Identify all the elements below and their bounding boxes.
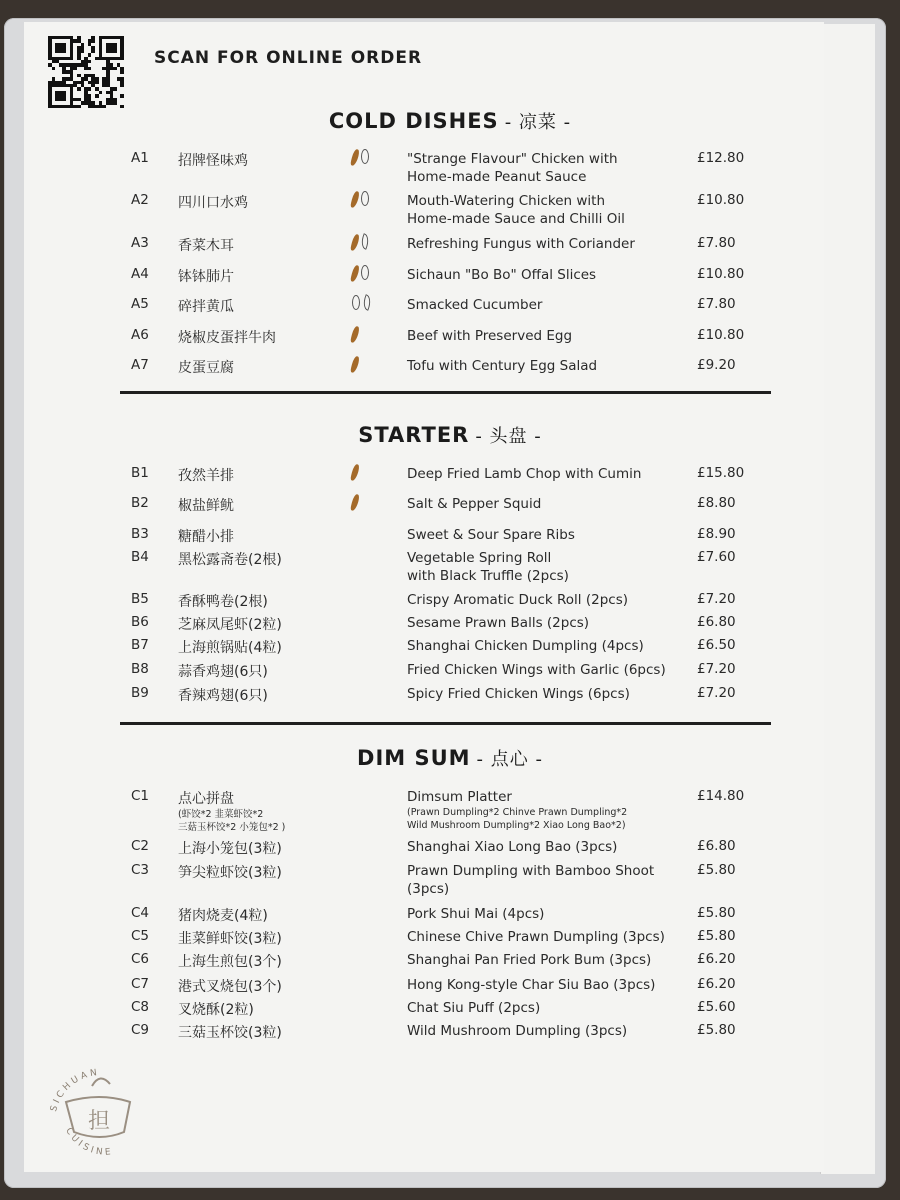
chili-icon — [350, 356, 360, 374]
item-name-en-line: Shanghai Pan Fried Pork Bum (3pcs) — [407, 952, 652, 968]
chili-icon — [350, 326, 360, 344]
chili-icon — [350, 234, 360, 252]
item-name-en-line: Mouth-Watering Chicken with — [407, 193, 605, 209]
item-name-zh — [178, 465, 234, 485]
item-price: £7.20 — [697, 661, 736, 677]
item-name-en-line: Sweet & Sour Spare Ribs — [407, 527, 575, 543]
item-code: B6 — [131, 614, 149, 630]
item-price: £12.80 — [697, 150, 745, 166]
item-name-en-line: Dimsum Platter — [407, 789, 512, 805]
item-code: B3 — [131, 526, 149, 542]
item-name-zh-main: 香菜木耳 — [178, 238, 234, 254]
item-name-en — [407, 661, 666, 679]
item-name-zh-main: 黑松露斋卷(2根) — [178, 552, 282, 568]
peanut-icon — [361, 191, 369, 206]
item-name-en — [407, 266, 596, 284]
section-title-en: COLD DISHES — [328, 109, 499, 133]
peanut-icon — [361, 265, 369, 280]
item-name-zh-main: 芝麻凤尾虾(2粒) — [178, 617, 282, 633]
item-price: £5.60 — [697, 999, 736, 1015]
item-name-zh-main: 韭菜鲜虾饺(3粒) — [178, 931, 282, 947]
item-name-en-line: Spicy Fried Chicken Wings (6pcs) — [407, 686, 630, 702]
item-name-en — [407, 838, 617, 856]
svg-text:担: 担 — [87, 1109, 111, 1134]
item-code: C1 — [131, 788, 150, 804]
item-name-zh — [178, 296, 234, 316]
item-icons — [352, 295, 371, 311]
section-title-cn: - 凉菜 - — [504, 112, 572, 133]
item-name-en-line: (3pcs) — [407, 881, 450, 897]
item-name-zh — [178, 591, 268, 611]
item-name-zh — [178, 1022, 282, 1042]
item-name-en-line: Fried Chicken Wings with Garlic (6pcs) — [407, 662, 666, 678]
chili-icon — [350, 494, 360, 512]
qr-code-icon[interactable] — [48, 36, 124, 108]
item-name-zh-main: 猪肉烧麦(4粒) — [178, 908, 268, 924]
item-name-en-line: Wild Mushroom Dumpling (3pcs) — [407, 1023, 628, 1039]
item-code: A2 — [131, 192, 149, 208]
item-name-zh — [178, 150, 248, 170]
item-price: £7.20 — [697, 685, 736, 701]
item-name-en-line: with Black Truffle (2pcs) — [407, 568, 569, 584]
item-name-en — [407, 905, 544, 923]
item-name-en-line: Sesame Prawn Balls (2pcs) — [407, 615, 590, 631]
item-name-en-line: Chat Siu Puff (2pcs) — [407, 1000, 541, 1016]
item-code: A1 — [131, 150, 149, 166]
item-name-zh — [178, 928, 282, 948]
item-name-zh-main: 糖醋小排 — [178, 529, 234, 545]
item-price: £9.20 — [697, 357, 736, 373]
item-name-en-detail: Wild Mushroom Dumpling*2 Xiao Long Bao*2) — [407, 820, 626, 831]
item-name-en-line: Vegetable Spring Roll — [407, 550, 552, 566]
item-name-zh-detail: 三菇玉杯饺*2 小笼包*2 ) — [178, 822, 286, 833]
item-code: A3 — [131, 235, 149, 251]
item-price: £8.80 — [697, 495, 736, 511]
item-name-zh-main: 上海小笼包(3粒) — [178, 841, 282, 857]
item-icons — [352, 356, 361, 377]
item-name-en-line: Shanghai Chicken Dumpling (4pcs) — [407, 638, 644, 654]
item-name-zh — [178, 862, 282, 882]
item-price: £7.60 — [697, 549, 736, 565]
item-price: £7.80 — [697, 296, 736, 312]
item-name-zh — [178, 266, 234, 286]
section-title — [0, 422, 900, 448]
item-price: £6.20 — [697, 976, 736, 992]
item-name-en-line: Crispy Aromatic Duck Roll (2pcs) — [407, 592, 628, 608]
item-name-zh-main: 椒盐鲜鱿 — [178, 498, 234, 514]
item-name-zh-detail: (虾饺*2 韭菜虾饺*2 — [178, 809, 264, 820]
item-code: C8 — [131, 999, 150, 1015]
item-name-zh — [178, 999, 254, 1019]
item-name-zh — [178, 192, 248, 212]
item-icons — [352, 234, 369, 255]
item-code: A5 — [131, 296, 149, 312]
item-name-zh-main: 招牌怪味鸡 — [178, 153, 248, 169]
item-name-zh — [178, 637, 282, 657]
item-icons — [352, 326, 361, 347]
item-name-zh-main: 蒜香鸡翅(6只) — [178, 664, 268, 680]
item-name-en-line: Deep Fried Lamb Chop with Cumin — [407, 466, 642, 482]
item-price: £5.80 — [697, 905, 736, 921]
svg-text:CUISINE: CUISINE — [63, 1126, 115, 1158]
item-price: £6.50 — [697, 637, 736, 653]
item-code: A7 — [131, 357, 149, 373]
section-divider — [120, 391, 771, 394]
back-page — [820, 24, 875, 1174]
item-name-zh-main: 皮蛋豆腐 — [178, 360, 234, 376]
section-title-en: DIM SUM — [357, 746, 471, 770]
section-divider — [120, 722, 771, 725]
item-name-zh-main: 叉烧酥(2粒) — [178, 1002, 254, 1018]
item-name-zh — [178, 327, 276, 347]
peanut-icon — [352, 295, 360, 310]
section-title — [0, 745, 900, 771]
item-name-en — [407, 495, 541, 513]
item-name-en-line: Salt & Pepper Squid — [407, 496, 542, 512]
item-name-en-line: Shanghai Xiao Long Bao (3pcs) — [407, 839, 618, 855]
item-name-en — [407, 526, 575, 544]
item-name-zh-main: 笋尖粒虾饺(3粒) — [178, 865, 282, 881]
item-name-en — [407, 150, 618, 186]
item-name-en-line: Beef with Preserved Egg — [407, 328, 573, 344]
item-price: £10.80 — [697, 192, 745, 208]
item-code: B8 — [131, 661, 149, 677]
item-name-en — [407, 788, 627, 832]
item-name-en-line: Hong Kong-style Char Siu Bao (3pcs) — [407, 977, 656, 993]
item-code: C4 — [131, 905, 150, 921]
scan-label: SCAN FOR ONLINE ORDER — [154, 48, 423, 68]
item-price: £6.80 — [697, 838, 736, 854]
item-price: £7.20 — [697, 591, 736, 607]
item-name-en — [407, 999, 540, 1017]
item-name-zh-main: 港式叉烧包(3个) — [178, 979, 282, 995]
item-icons — [352, 191, 372, 212]
item-name-en — [407, 862, 654, 898]
item-name-zh — [178, 976, 282, 996]
item-name-zh — [178, 838, 282, 858]
item-name-en — [407, 928, 665, 946]
item-name-en — [407, 235, 635, 253]
item-name-zh — [178, 235, 234, 255]
sichuan-cuisine-logo-icon — [44, 1050, 154, 1170]
item-name-en — [407, 614, 589, 632]
item-name-zh-main: 上海生煎包(3个) — [178, 954, 282, 970]
chili-icon — [350, 191, 360, 209]
item-price: £6.20 — [697, 951, 736, 967]
item-name-en-line: Refreshing Fungus with Coriander — [407, 236, 635, 252]
item-icons — [352, 149, 372, 170]
item-price: £5.80 — [697, 928, 736, 944]
item-price: £8.90 — [697, 526, 736, 542]
item-name-en — [407, 296, 542, 314]
item-name-zh — [178, 661, 268, 681]
item-name-en-line: Home-made Peanut Sauce — [407, 169, 587, 185]
item-name-en-line: Sichaun "Bo Bo" Offal Slices — [407, 267, 597, 283]
item-name-zh — [178, 549, 282, 569]
item-name-zh — [178, 357, 234, 377]
item-code: B9 — [131, 685, 149, 701]
item-name-en-line: "Strange Flavour" Chicken with — [407, 151, 618, 167]
item-name-zh — [178, 788, 285, 834]
item-price: £10.80 — [697, 327, 745, 343]
chili-icon — [350, 149, 360, 167]
item-name-en-line: Home-made Sauce and Chilli Oil — [407, 211, 625, 227]
item-code: B4 — [131, 549, 149, 565]
item-name-zh — [178, 951, 282, 971]
item-name-zh-main: 香酥鸭卷(2根) — [178, 594, 268, 610]
peanut-icon — [361, 149, 369, 164]
item-name-zh-main: 四川口水鸡 — [178, 195, 248, 211]
item-icons — [352, 494, 361, 515]
item-code: B1 — [131, 465, 149, 481]
item-name-zh-main: 三菇玉杯饺(3粒) — [178, 1025, 282, 1041]
item-icons — [352, 464, 361, 485]
item-code: C6 — [131, 951, 150, 967]
item-code: A4 — [131, 266, 149, 282]
item-name-zh — [178, 526, 234, 546]
item-code: B2 — [131, 495, 149, 511]
section-title-en: STARTER — [358, 423, 470, 447]
item-name-zh — [178, 685, 268, 705]
item-code: B5 — [131, 591, 149, 607]
item-name-en — [407, 637, 644, 655]
item-name-zh — [178, 905, 268, 925]
item-name-en — [407, 976, 655, 994]
item-name-en — [407, 1022, 627, 1040]
item-name-en-line: Chinese Chive Prawn Dumpling (3pcs) — [407, 929, 665, 945]
item-name-en — [407, 192, 625, 228]
item-code: C3 — [131, 862, 150, 878]
item-code: C7 — [131, 976, 150, 992]
item-name-zh-main: 上海煎锅贴(4粒) — [178, 640, 282, 656]
chili-icon — [350, 265, 360, 283]
item-name-en-detail: (Prawn Dumpling*2 Chinve Prawn Dumpling*2 — [407, 807, 628, 818]
item-code: C9 — [131, 1022, 150, 1038]
item-name-en — [407, 685, 630, 703]
item-name-en-line: Prawn Dumpling with Bamboo Shoot — [407, 863, 655, 879]
svg-text:SICHUAN: SICHUAN — [49, 1067, 101, 1113]
item-name-zh — [178, 614, 282, 634]
item-name-en — [407, 357, 597, 375]
item-name-zh-main: 香辣鸡翅(6只) — [178, 688, 268, 704]
chili-icon — [350, 464, 360, 482]
item-name-en — [407, 951, 651, 969]
item-name-en — [407, 465, 641, 483]
item-name-zh-main: 烧椒皮蛋拌牛肉 — [178, 330, 276, 346]
item-name-en — [407, 549, 569, 585]
item-name-en-line: Pork Shui Mai (4pcs) — [407, 906, 545, 922]
item-name-en — [407, 327, 572, 345]
item-price: £5.80 — [697, 862, 736, 878]
item-name-en-line: Smacked Cucumber — [407, 297, 543, 313]
item-price: £15.80 — [697, 465, 745, 481]
item-price: £7.80 — [697, 235, 736, 251]
item-code: B7 — [131, 637, 149, 653]
section-title — [0, 108, 900, 134]
item-name-zh-main: 点心拼盘 — [178, 791, 234, 807]
item-name-zh — [178, 495, 234, 515]
section-title-cn: - 点心 - — [476, 749, 543, 770]
item-code: A6 — [131, 327, 149, 343]
section-title-cn: - 头盘 - — [475, 426, 542, 447]
item-code: C2 — [131, 838, 150, 854]
item-code: C5 — [131, 928, 150, 944]
item-name-zh-main: 孜然羊排 — [178, 468, 234, 484]
item-price: £14.80 — [697, 788, 745, 804]
item-icons — [352, 265, 372, 286]
item-name-zh-main: 钵钵肺片 — [178, 269, 234, 285]
item-price: £6.80 — [697, 614, 736, 630]
item-name-en-line: Tofu with Century Egg Salad — [407, 358, 598, 374]
item-price: £5.80 — [697, 1022, 736, 1038]
item-name-en — [407, 591, 628, 609]
item-price: £10.80 — [697, 266, 745, 282]
item-name-zh-main: 碎拌黄瓜 — [178, 299, 234, 315]
